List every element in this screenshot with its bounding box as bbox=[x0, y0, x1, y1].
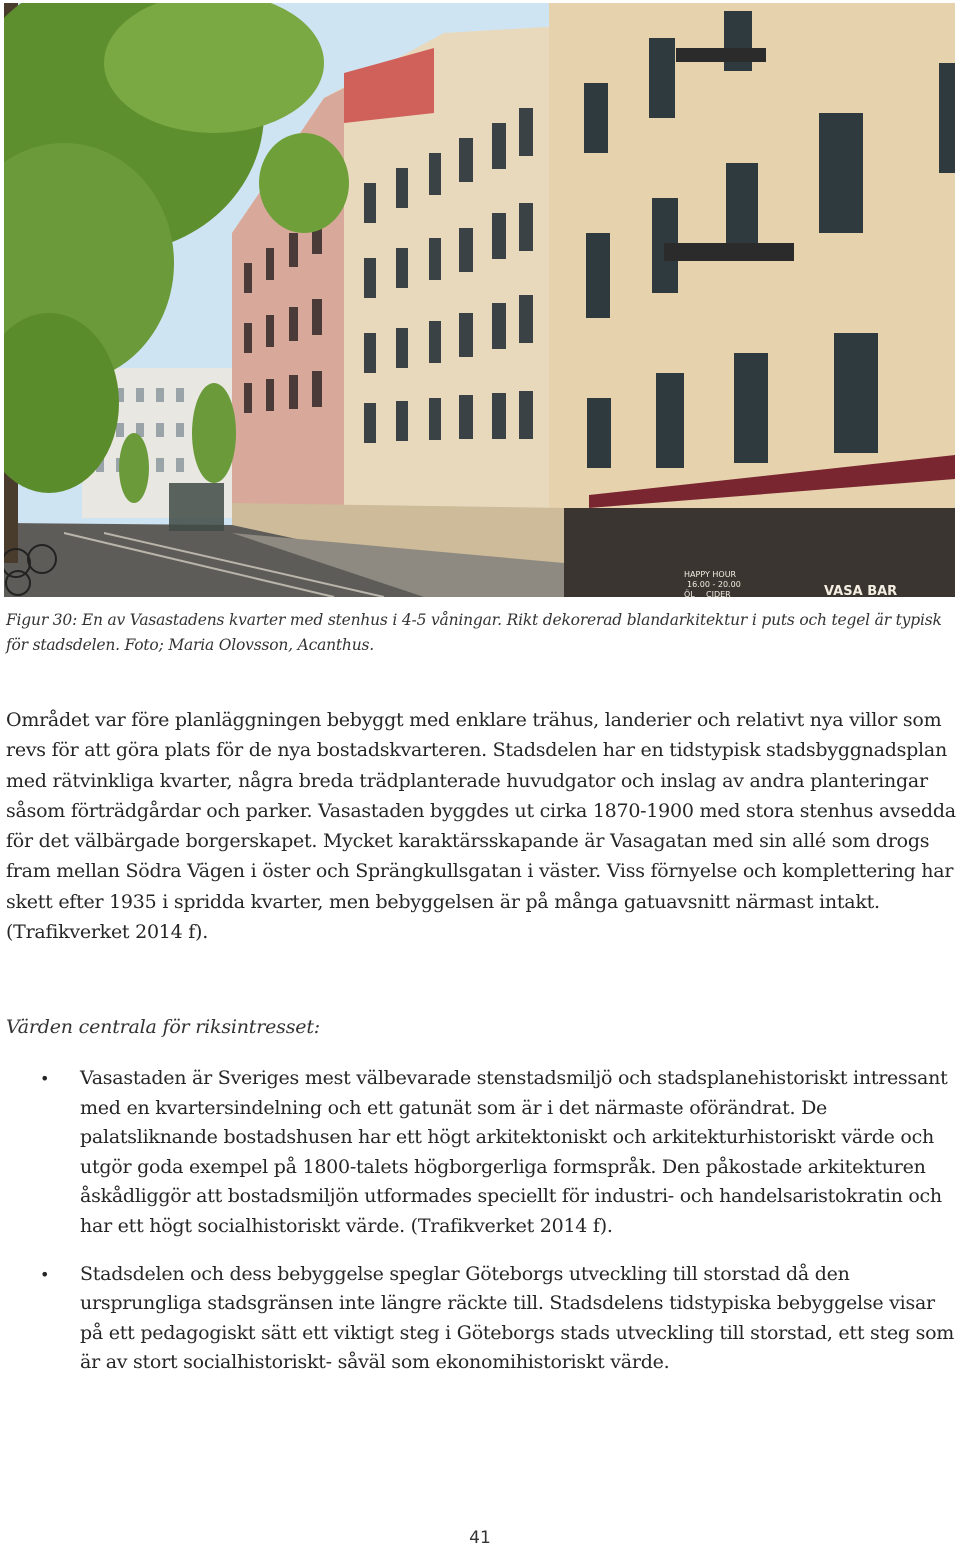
tram-shelter bbox=[169, 483, 224, 531]
value-list bbox=[0, 1064, 960, 1396]
sign-cider: CIDER bbox=[706, 590, 731, 597]
sign-hours: 16.00 - 20.00 bbox=[687, 580, 741, 589]
bullet-icon: • bbox=[40, 1264, 50, 1284]
balcony-upper bbox=[676, 48, 766, 62]
bullet-icon: • bbox=[40, 1069, 50, 1088]
list-item-text: Vasastaden är Sveriges mest välbevarade stenstadsmiljö och stadsplanehistoriskt intressant med en kvartersindelning och ett gatunät som är i det närmaste oförändrat. De palatsliknande bostadshusen har ett högt arkitektoniskt och arkitekturhistoriskt värde och utgör goda exempel på 1800-talets högborgerliga formspråk. Den påkostade arkitekturen åskådliggör att bostadsmiljön utformades speciellt för industri- och handelsaristokratin och har ett högt socialhistoriskt värde. (Trafikverket 2014 f). bbox=[80, 1067, 948, 1237]
list-item bbox=[0, 1260, 960, 1378]
list-item-text: Stadsdelen och dess bebyggelse speglar Göteborgs utveckling till storstad då den ursprungliga stadsgränsen inte längre räckte till. Stadsdelens tidstypiska bebyggelse visar på ett pedagogiskt sätt ett viktigt steg i Göteborgs stads utveckling till storstad, ett steg som är av stort socialhistoriskt- såväl som ekonomihistoriskt värde. bbox=[80, 1262, 955, 1374]
body-paragraph: Området var före planläggningen bebyggt med enklare trähus, landerier och relativt nya villor som revs för att göra plats för de nya bostadskvarteren. Stadsdelen har en tidstypisk stadsbyggnadsplan med rätvinkliga kvarter, några breda trädplanterade huvudgator och inslag av andra planteringar såsom förträdgårdar och parker. Vasastaden byggdes ut cirka 1870-1900 med stora stenhus avsedda för det välbärgade borgerskapet. Mycket karaktärsskapande är Vasagatan med sin allé som drogs fram mellan Södra Vägen i öster och Sprängkullsgatan i väster. Viss förnyelse och komplettering har skett efter 1935 i spridda kvarter, men bebyggelsen är på många gatuavsnitt närmast intakt. (Trafikverket 2014 f). bbox=[6, 709, 956, 944]
page-number: 41 bbox=[469, 1528, 491, 1548]
figure-caption: Figur 30: En av Vasastadens kvarter med stenhus i 4-5 våningar. Rikt dekorerad blandarkitektur i puts och tegel är typisk för stadsdelen. Foto; Maria Olovsson, Acanthus. bbox=[6, 611, 942, 654]
balcony-lower bbox=[664, 243, 794, 261]
sign-happy-hour: HAPPY HOUR bbox=[684, 570, 737, 579]
section-heading: Värden centrala för riksintresset: bbox=[6, 1016, 320, 1038]
sign-vasa-bar: VASA BAR bbox=[824, 584, 898, 597]
street-photo bbox=[4, 3, 955, 597]
sign-ol: ÖL bbox=[684, 590, 695, 597]
list-item bbox=[0, 1064, 960, 1242]
street-photo-illustration bbox=[4, 3, 955, 597]
